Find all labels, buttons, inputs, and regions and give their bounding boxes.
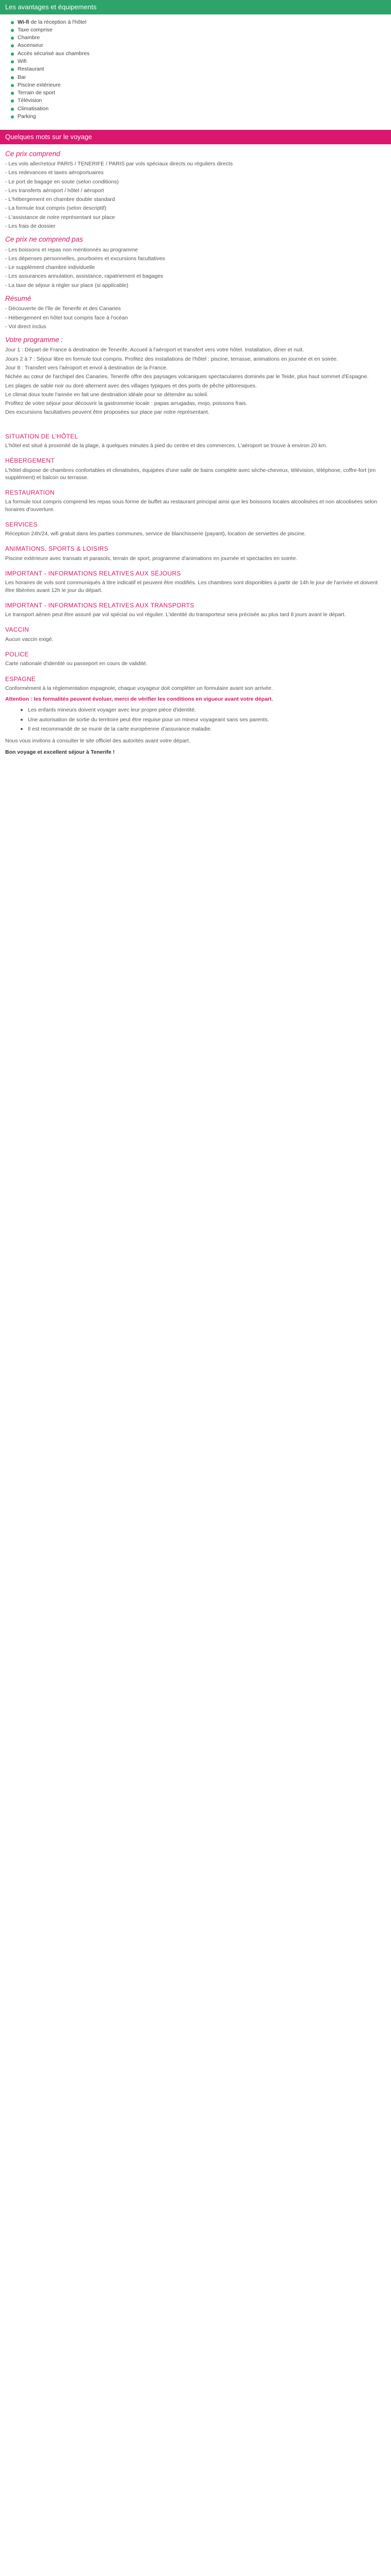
amenity-item — [18, 34, 391, 42]
amenity-label: Restaurant — [18, 66, 44, 73]
spain-after-text: Nous vous invitons à consulter le site officiel des autorités avant votre départ. — [5, 738, 190, 744]
amenity-item — [18, 50, 391, 58]
amenity-label: Télévision — [18, 97, 42, 104]
included-list — [5, 160, 386, 230]
amenity-item — [18, 97, 391, 105]
amenity-label: Piscine extérieure — [18, 81, 61, 88]
not-included-line: - Les assurances annulation, assistance, rapatriement et bagages — [5, 273, 164, 280]
programme-paragraph: Nichée au cœur de l'archipel des Canaries, Tenerife offre des paysages volcaniques spectaculaires dominés par le Teide, plus haut sommet d'Espagne. — [5, 374, 369, 380]
amenity-label: Accès sécurisé aux chambres — [18, 50, 90, 57]
included-line: - Le port de bagage en soute (selon conditions) — [5, 178, 119, 185]
programme-day: Jours 2 à 7 : Séjour libre en formule tout compris. Profitez des installations de l'hôtel : piscine, terrasse, animations en journée et en soirée. — [5, 355, 338, 362]
spain-bullet: Une autorisation de sortie du territoire peut être requise pour un mineur voyageant sans ses parents. — [28, 716, 386, 723]
spain-highlight: Attention : les formalités peuvent évoluer, merci de vérifier les conditions en vigueur avant votre départ. — [5, 696, 273, 703]
not-included-list — [5, 246, 386, 289]
programme-day: Jour 1 : Départ de France à destination de Tenerife. Accueil à l'aéroport et transfert vers votre hôtel. Installation, dîner et nuit. — [5, 347, 304, 353]
accommodation-text: L'hôtel dispose de chambres confortables et climatisées, équipées d'une salle de bains complète avec sèche-cheveux, télévision, téléphone, coffre-fort (en supplément) et balcon ou terrasse. — [5, 467, 376, 481]
not-included-line: - Les dépenses personnelles, pourboires et excursions facultatives — [5, 255, 165, 262]
hotel-location-title: SITUATION DE L'HÔTEL — [5, 432, 78, 440]
included-title: Ce prix comprend — [5, 149, 60, 158]
amenity-item — [18, 42, 391, 49]
spain-bullet: Il est recommandé de se munir de la carte européenne d'assurance maladie. — [28, 725, 386, 733]
programme-paragraph: Les plages de sable noir ou doré alternent avec des villages typiques et des ports de pêche pittoresques. — [5, 382, 257, 389]
important-travel-title: IMPORTANT - INFORMATIONS RELATIVES AUX SÉJOURS — [5, 570, 181, 578]
amenity-item — [18, 105, 391, 113]
hotel-location-text: L'hôtel est situé à proximité de la plage, à quelques minutes à pied du centre et des commerces. L'aéroport se trouve à environ 20 km. — [5, 442, 328, 449]
amenity-label: de la réception à l'hôtel — [29, 19, 87, 25]
summary-line: - Vol direct inclus — [5, 323, 46, 330]
amenity-label: Ascenseur — [18, 42, 43, 49]
practical-header: Quelques mots sur le voyage — [0, 130, 391, 144]
spain-bullet-list — [5, 706, 386, 733]
amenity-label: Bar — [18, 74, 26, 80]
programme-day: Jour 8 : Transfert vers l'aéroport et envol à destination de la France. — [5, 365, 168, 371]
spain-title: ESPAGNE — [5, 675, 36, 683]
not-included-title: Ce prix ne comprend pas — [5, 235, 83, 244]
included-line: - Les transferts aéroport / hôtel / aéroport — [5, 187, 104, 194]
amenities-list — [0, 19, 391, 121]
vaccine-text: Aucun vaccin exigé. — [5, 636, 54, 642]
page — [0, 0, 391, 770]
included-line: - L'hébergement en chambre double standard — [5, 196, 115, 203]
programme-paragraph: Le climat doux toute l'année en fait une destination idéale pour se détendre au soleil. — [5, 391, 208, 398]
included-line: - L'assistance de notre représentant sur place — [5, 214, 115, 221]
services-text: Réception 24h/24, wifi gratuit dans les parties communes, service de blanchisserie (payant), location de serviettes de piscine. — [5, 531, 306, 537]
amenity-bold: Wi-fi — [18, 19, 29, 25]
amenity-item — [18, 26, 391, 34]
programme-days — [5, 346, 386, 371]
important-transport-text: Le transport aérien peut être assuré par vol spécial ou vol régulier. L'identité du transporteur sera précisée au plus tard 8 jours avant le départ. — [5, 612, 346, 618]
practical-body — [0, 149, 391, 770]
amenity-label: Parking — [18, 113, 36, 120]
spain-text: Conformément à la réglementation espagnole, chaque voyageur doit compléter un formulaire avant son arrivée. — [5, 685, 273, 691]
programme-title: Votre programme : — [5, 336, 63, 344]
included-line: - Les vols aller/retour PARIS / TENERIFE / PARIS par vols spéciaux directs ou réguliers directs — [5, 161, 233, 167]
amenity-label: Taxe comprise — [18, 26, 53, 33]
summary-line: - Découverte de l'île de Tenerife et des Canaries — [5, 306, 121, 312]
spain-bullet: Les enfants mineurs doivent voyager avec leur propre pièce d'identité. — [28, 706, 386, 714]
amenity-label: Chambre — [18, 35, 40, 41]
closing-text: Bon voyage et excellent séjour à Tenerife ! — [5, 749, 115, 755]
amenity-label: Climatisation — [18, 105, 49, 112]
amenity-label: Wifi — [18, 58, 27, 64]
summary-line: - Hébergement en hôtel tout compris face à l'océan — [5, 314, 128, 321]
not-included-line: - Le supplément chambre individuelle — [5, 264, 95, 271]
programme-paragraph: Profitez de votre séjour pour découvrir la gastronomie locale : papas arrugadas, mojo, poissons frais. — [5, 400, 248, 407]
accommodation-title: HÉBERGEMENT — [5, 457, 55, 465]
included-line: - Les redevances et taxes aéroportuaires — [5, 170, 104, 176]
not-included-line: - La taxe de séjour à régler sur place (si applicable) — [5, 282, 128, 289]
dining-title: RESTAURATION — [5, 489, 55, 497]
amenity-item — [18, 58, 391, 65]
activities-title: ANIMATIONS, SPORTS & LOISIRS — [5, 545, 108, 553]
summary-list — [5, 305, 386, 330]
vaccine-title: VACCIN — [5, 626, 29, 634]
not-included-line: - Les boissons et repas non mentionnés au programme — [5, 246, 138, 253]
programme-paragraph: Des excursions facultatives peuvent être proposées sur place par notre représentant. — [5, 409, 209, 416]
amenity-item — [18, 65, 391, 73]
services-title: SERVICES — [5, 520, 38, 528]
amenity-label: Terrain de sport — [18, 90, 55, 96]
amenity-item — [18, 89, 391, 97]
important-travel-text: Les horaires de vols sont communiqués à titre indicatif et peuvent être modifiés. Les chambres sont disponibles à partir de 14h le jour de l'arrivée et doivent être libérées avant 12h le jour du départ. — [5, 580, 378, 594]
important-transport-title: IMPORTANT - INFORMATIONS RELATIVES AUX TRANSPORTS — [5, 601, 194, 609]
programme-description — [5, 373, 386, 416]
amenity-item — [18, 19, 391, 26]
police-text: Carte nationale d'identité ou passeport en cours de validité. — [5, 660, 148, 667]
amenity-item — [18, 74, 391, 81]
dining-text: La formule tout compris comprend les repas sous forme de buffet au restaurant principal ainsi que les boissons locales alcoolisées et non alcoolisées selon horaires d'ouverture. — [5, 499, 378, 513]
amenities-header: Les avantages et équipements — [0, 0, 391, 14]
amenity-item — [18, 113, 391, 121]
summary-title: Résumé — [5, 294, 31, 302]
activities-text: Piscine extérieure avec transats et parasols, terrain de sport, programme d'animations en journée et spectacles en soirée. — [5, 555, 298, 562]
police-title: POLICE — [5, 651, 29, 658]
amenity-item — [18, 81, 391, 89]
included-line: - La formule tout compris (selon descriptif) — [5, 205, 107, 212]
included-line: - Les frais de dossier — [5, 223, 56, 230]
